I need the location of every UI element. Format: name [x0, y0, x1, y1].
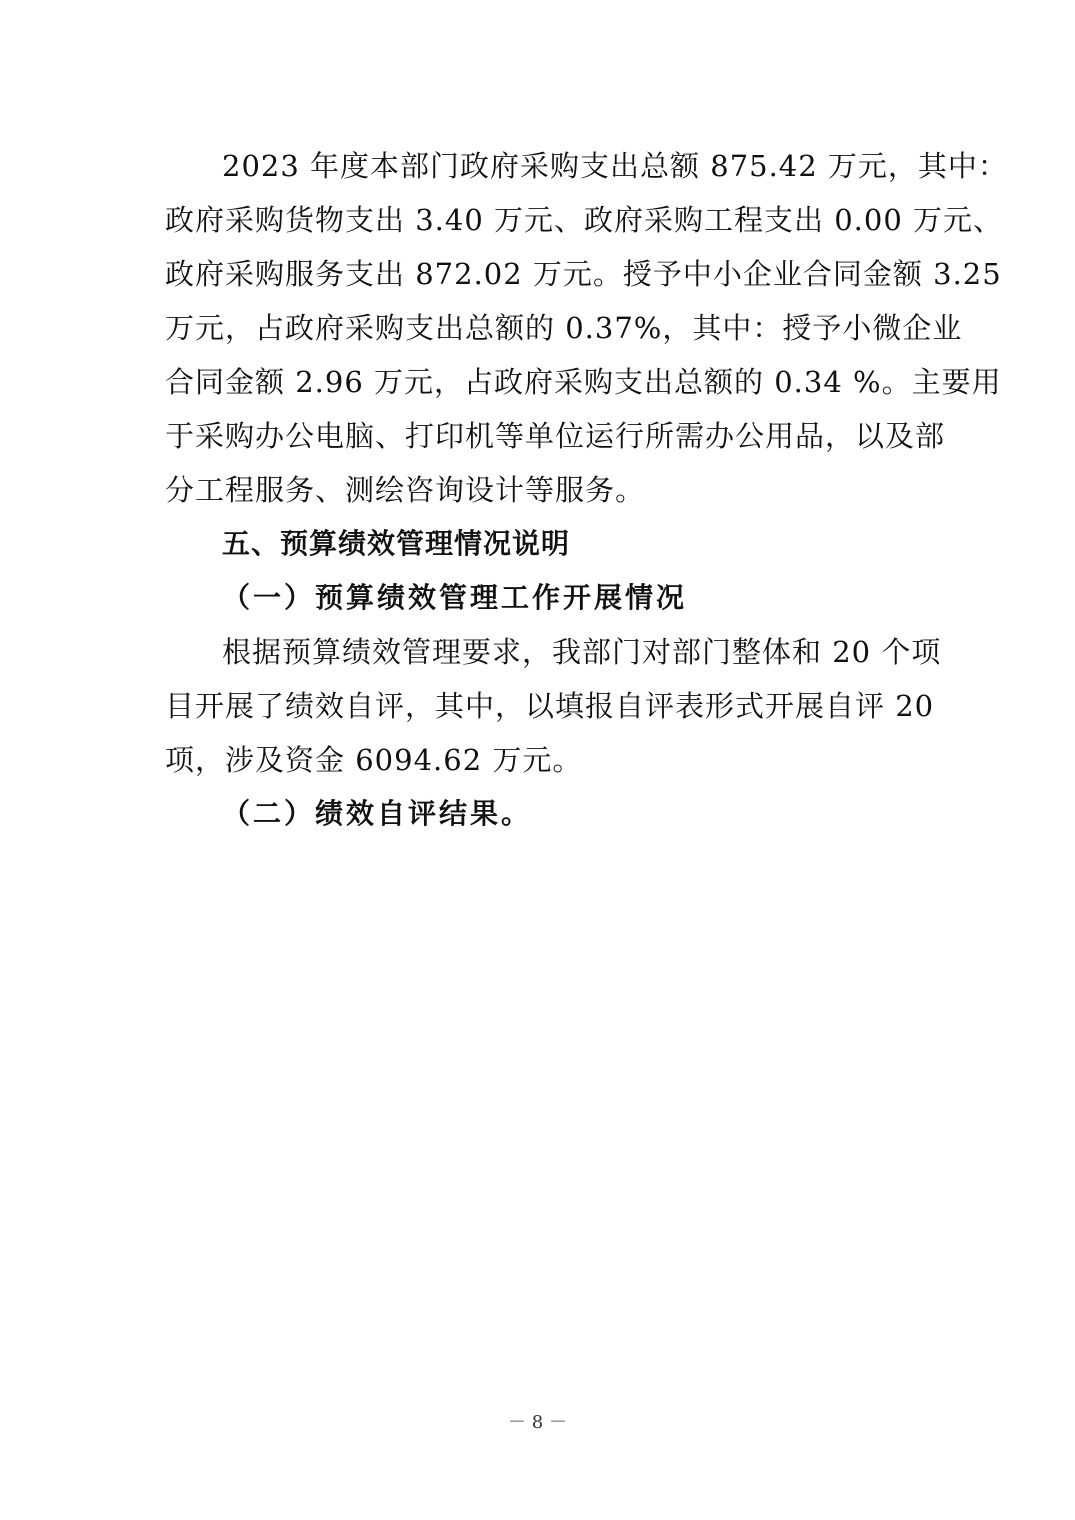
paragraph-performance-line-1: 根据预算绩效管理要求，我部门对部门整体和 20 个项 [222, 635, 942, 669]
subsection-one-heading: （一）预算绩效管理工作开展情况 [222, 581, 688, 614]
paragraph-procurement-line-5: 合同金额 2.96 万元，占政府采购支出总额的 0.34 %。主要用 [165, 365, 1002, 399]
paragraph-procurement-line-4: 万元，占政府采购支出总额的 0.37%，其中：授予小微企业 [165, 311, 963, 345]
paragraph-procurement-line-2: 政府采购货物支出 3.40 万元、政府采购工程支出 0.00 万元、 [165, 203, 1004, 237]
subsection-two-heading: （二）绩效自评结果。 [222, 797, 533, 830]
paragraph-procurement-line-3: 政府采购服务支出 872.02 万元。授予中小企业合同金额 3.25 [165, 257, 1002, 291]
paragraph-procurement-line-7: 分工程服务、测绘咨询设计等服务。 [165, 473, 646, 507]
section-five-heading: 五、预算绩效管理情况说明 [222, 527, 571, 560]
paragraph-performance-line-2: 目开展了绩效自评，其中，以填报自评表形式开展自评 20 [165, 689, 935, 723]
paragraph-procurement-line-1: 2023 年度本部门政府采购支出总额 875.42 万元，其中： [222, 149, 1008, 183]
page-number: － 8 － [508, 1412, 567, 1433]
paragraph-procurement-line-6: 于采购办公电脑、打印机等单位运行所需办公用品，以及部 [165, 419, 946, 453]
paragraph-performance-line-3: 项，涉及资金 6094.62 万元。 [165, 743, 583, 777]
